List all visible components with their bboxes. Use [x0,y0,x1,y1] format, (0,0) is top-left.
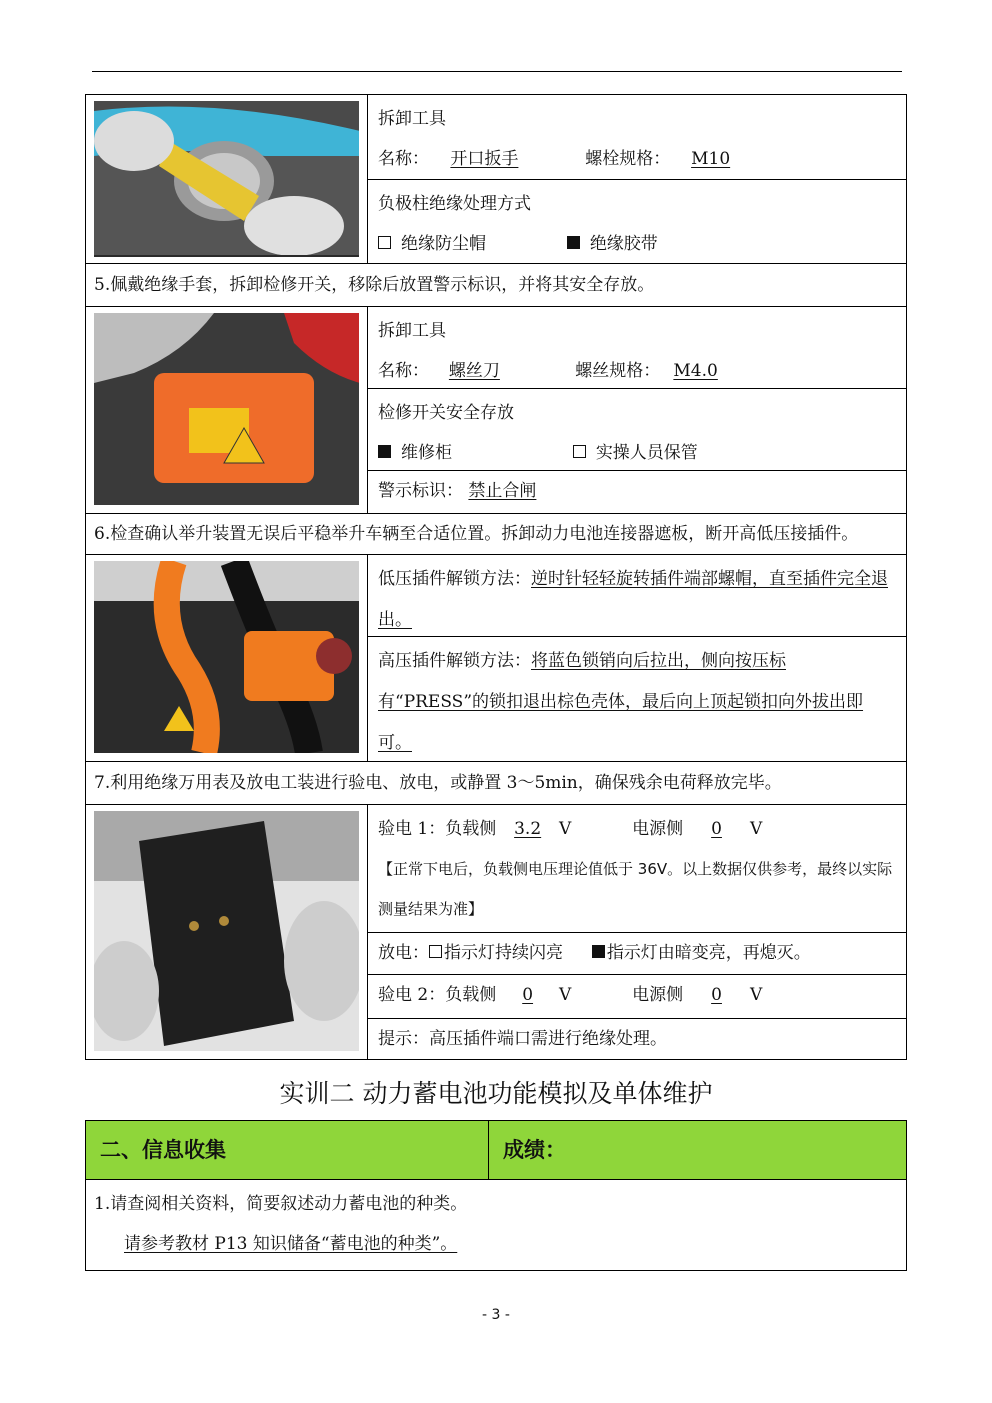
test2-load-value: 0 [522,985,534,1005]
service-switch-illustration [94,313,359,505]
hv-unlock-method: 将蓝色锁销向后拉出，侧向按压标有“PRESS”的锁扣退出棕色壳体，最后向上顶起锁扣向外拔出即可。 [378,651,864,753]
tool1-name-value: 开口扳手 [450,149,519,169]
lv-unlock-method: 逆时针轻轻旋转插件端部螺帽，直至插件完全退出。 [378,569,888,630]
checkbox-dust-cap[interactable] [378,236,391,249]
step7-text: 7.利用绝缘万用表及放电工装进行验电、放电，或静置 3～5min，确保残余电荷释放完毕。 [86,762,906,805]
discharge-opt1: 指示灯持续闪亮 [444,943,563,963]
connector-illustration [94,561,359,753]
step5-name-label: 名称： [378,361,429,381]
step6-row [86,555,906,762]
tool1-bolt-label: 螺栓规格： [585,149,671,169]
step5-storage-title: 检修开关安全存放 [378,403,514,423]
test1-source-value: 0 [711,819,722,839]
checkbox-operator-keep[interactable] [573,445,586,458]
hv-unlock-label: 高压插件解锁方法： [378,651,531,671]
page-number: - 3 - [482,1307,510,1323]
discharge-opt2: 指示灯由暗变亮，再熄灭。 [606,943,811,963]
step5-bolt-value: M4.0 [673,361,718,381]
option-repair-cabinet: 维修柜 [401,443,452,463]
answer-1: 请参考教材 P13 知识储备“蓄电池的种类”。 [124,1234,458,1254]
checkbox-keep-flashing[interactable] [429,945,442,958]
test1-source-label: 电源侧 [632,819,684,839]
tool1-method-title: 负极柱绝缘处理方式 [378,194,531,214]
photo-service-switch [86,307,368,513]
checkbox-repair-cabinet[interactable] [378,445,391,458]
test1-load-unit: V [559,819,572,839]
score-header: 成绩： [503,1138,566,1162]
step5-tool-title: 拆卸工具 [378,321,446,341]
section-title: 实训二 动力蓄电池功能模拟及单体维护 [279,1079,713,1108]
test2-source-value: 0 [711,985,722,1005]
test2-source-unit: V [749,985,763,1005]
step5-sign-value: 禁止合闸 [468,481,537,501]
option-dust-cap: 绝缘防尘帽 [401,234,486,254]
test1-source-unit: V [749,819,763,839]
option-operator-keep: 实操人员保管 [595,443,698,463]
document-page [85,94,907,1271]
tool1-title: 拆卸工具 [378,109,446,129]
test2-load-unit: V [559,985,572,1005]
procedure-table [85,94,907,1060]
tool1-bolt-value: M10 [691,149,731,169]
photo-connectors [86,555,368,761]
test2-source-label: 电源侧 [632,985,684,1005]
test1-label: 验电 1：负载侧 [378,819,497,839]
step7-row [86,805,906,1060]
step6-text: 6.检查确认举升装置无误后平稳举升车辆至合适位置。拆卸动力电池连接器遮板，断开高低压接插件。 [86,514,906,555]
checkbox-insulating-tape[interactable] [567,236,580,249]
step5-text: 5.佩戴绝缘手套，拆卸检修开关，移除后放置警示标识，并将其安全存放。 [86,264,906,307]
test2-label: 验电 2：负载侧 [378,985,497,1005]
photo-negative-terminal [86,95,368,263]
discharge-label: 放电： [378,943,429,963]
info-collection-header: 二、信息收集 [86,1121,489,1179]
test1-load-value: 3.2 [514,819,542,839]
insulation-tip: 提示：高压插件端口需进行绝缘处理。 [378,1029,667,1049]
wrench-photo-illustration [94,101,359,255]
header-rule [92,71,902,72]
question-1: 1.请查阅相关资料，简要叙述动力蓄电池的种类。 [94,1194,468,1214]
tool1-row [86,95,906,264]
step5-bolt-label: 螺丝规格： [575,361,661,381]
photo-discharge-tool [86,805,368,1059]
voltage-note: 【正常下电后，负载侧电压理论值低于 36V。以上数据仅供参考，最终以实际测量结果为准】 [378,860,893,918]
step5-row [86,307,906,514]
step5-sign-label: 警示标识： [378,481,463,501]
tool1-name-label: 名称： [378,149,429,169]
checkbox-dim-to-bright[interactable] [592,945,605,958]
discharge-tool-illustration [94,811,359,1051]
lv-unlock-label: 低压插件解锁方法： [378,569,531,589]
question-box [85,1180,907,1271]
step5-name-value: 螺丝刀 [448,361,500,381]
section-header-bar [85,1120,907,1180]
option-insulating-tape: 绝缘胶带 [589,234,658,254]
